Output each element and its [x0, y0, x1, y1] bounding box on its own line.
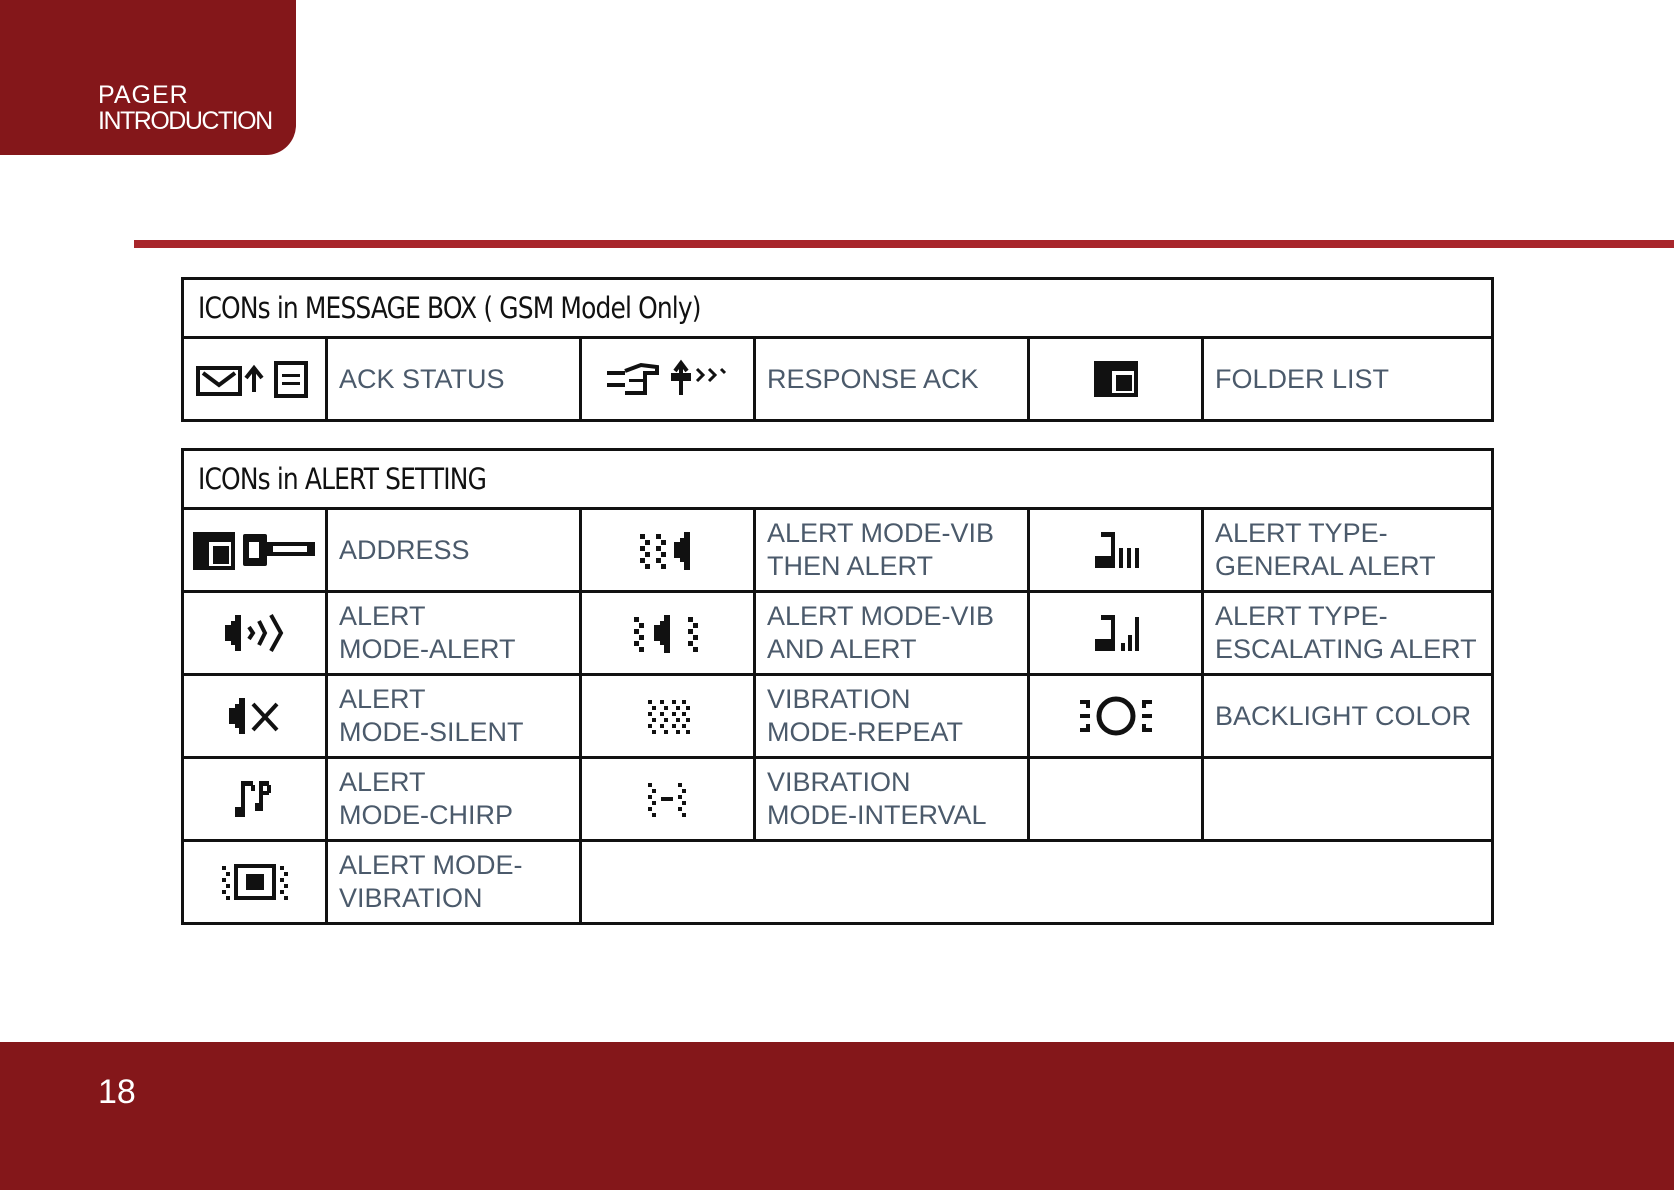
vib-and-alert-label: ALERT MODE-VIB AND ALERT — [755, 592, 1029, 675]
section-title — [98, 82, 272, 134]
escalating-alert-icon — [1029, 592, 1203, 675]
folder-list-label: FOLDER LIST — [1203, 338, 1493, 421]
mode-alert-label: ALERT MODE-ALERT — [327, 592, 581, 675]
vib-interval-label: VIBRATION MODE-INTERVAL — [755, 758, 1029, 841]
ack-status-label: ACK STATUS — [327, 338, 581, 421]
folder-list-icon — [1029, 338, 1203, 421]
section-title-line1: PAGER — [98, 81, 189, 109]
footer-bar — [0, 1042, 1674, 1190]
vib-and-alert-icon — [581, 592, 755, 675]
mode-chirp-label: ALERT MODE-CHIRP — [327, 758, 581, 841]
address-label: ADDRESS — [327, 509, 581, 592]
empty-span-cell — [581, 841, 1493, 924]
address-icon — [183, 509, 327, 592]
vibration-icon — [183, 841, 327, 924]
alert-setting-title: ICONs in ALERT SETTING — [183, 450, 1493, 509]
escalating-alert-label: ALERT TYPE- ESCALATING ALERT — [1203, 592, 1493, 675]
empty-label-cell — [1203, 758, 1493, 841]
page-number: 18 — [98, 1073, 136, 1111]
section-tab — [0, 0, 296, 155]
header-rule — [134, 240, 1674, 248]
speaker-mute-icon — [183, 675, 327, 758]
vib-repeat-label: VIBRATION MODE-REPEAT — [755, 675, 1029, 758]
section-title-line2: INTRODUCTION — [98, 107, 272, 135]
response-ack-icon — [581, 338, 755, 421]
general-alert-label: ALERT TYPE- GENERAL ALERT — [1203, 509, 1493, 592]
backlight-label: BACKLIGHT COLOR — [1203, 675, 1493, 758]
backlight-icon — [1029, 675, 1203, 758]
empty-icon-cell — [1029, 758, 1203, 841]
vibration-interval-icon — [581, 758, 755, 841]
message-box-icons-table — [181, 277, 1494, 422]
ack-status-icon — [183, 338, 327, 421]
mode-silent-label: ALERT MODE-SILENT — [327, 675, 581, 758]
alert-setting-icons-table — [181, 448, 1494, 925]
general-alert-icon — [1029, 509, 1203, 592]
speaker-alert-icon — [183, 592, 327, 675]
response-ack-label: RESPONSE ACK — [755, 338, 1029, 421]
music-note-icon — [183, 758, 327, 841]
message-box-title: ICONs in MESSAGE BOX ( GSM Model Only) — [183, 279, 1493, 338]
vib-then-alert-label: ALERT MODE-VIB THEN ALERT — [755, 509, 1029, 592]
vib-then-alert-icon — [581, 509, 755, 592]
vibration-repeat-icon — [581, 675, 755, 758]
mode-vibration-label: ALERT MODE- VIBRATION — [327, 841, 581, 924]
